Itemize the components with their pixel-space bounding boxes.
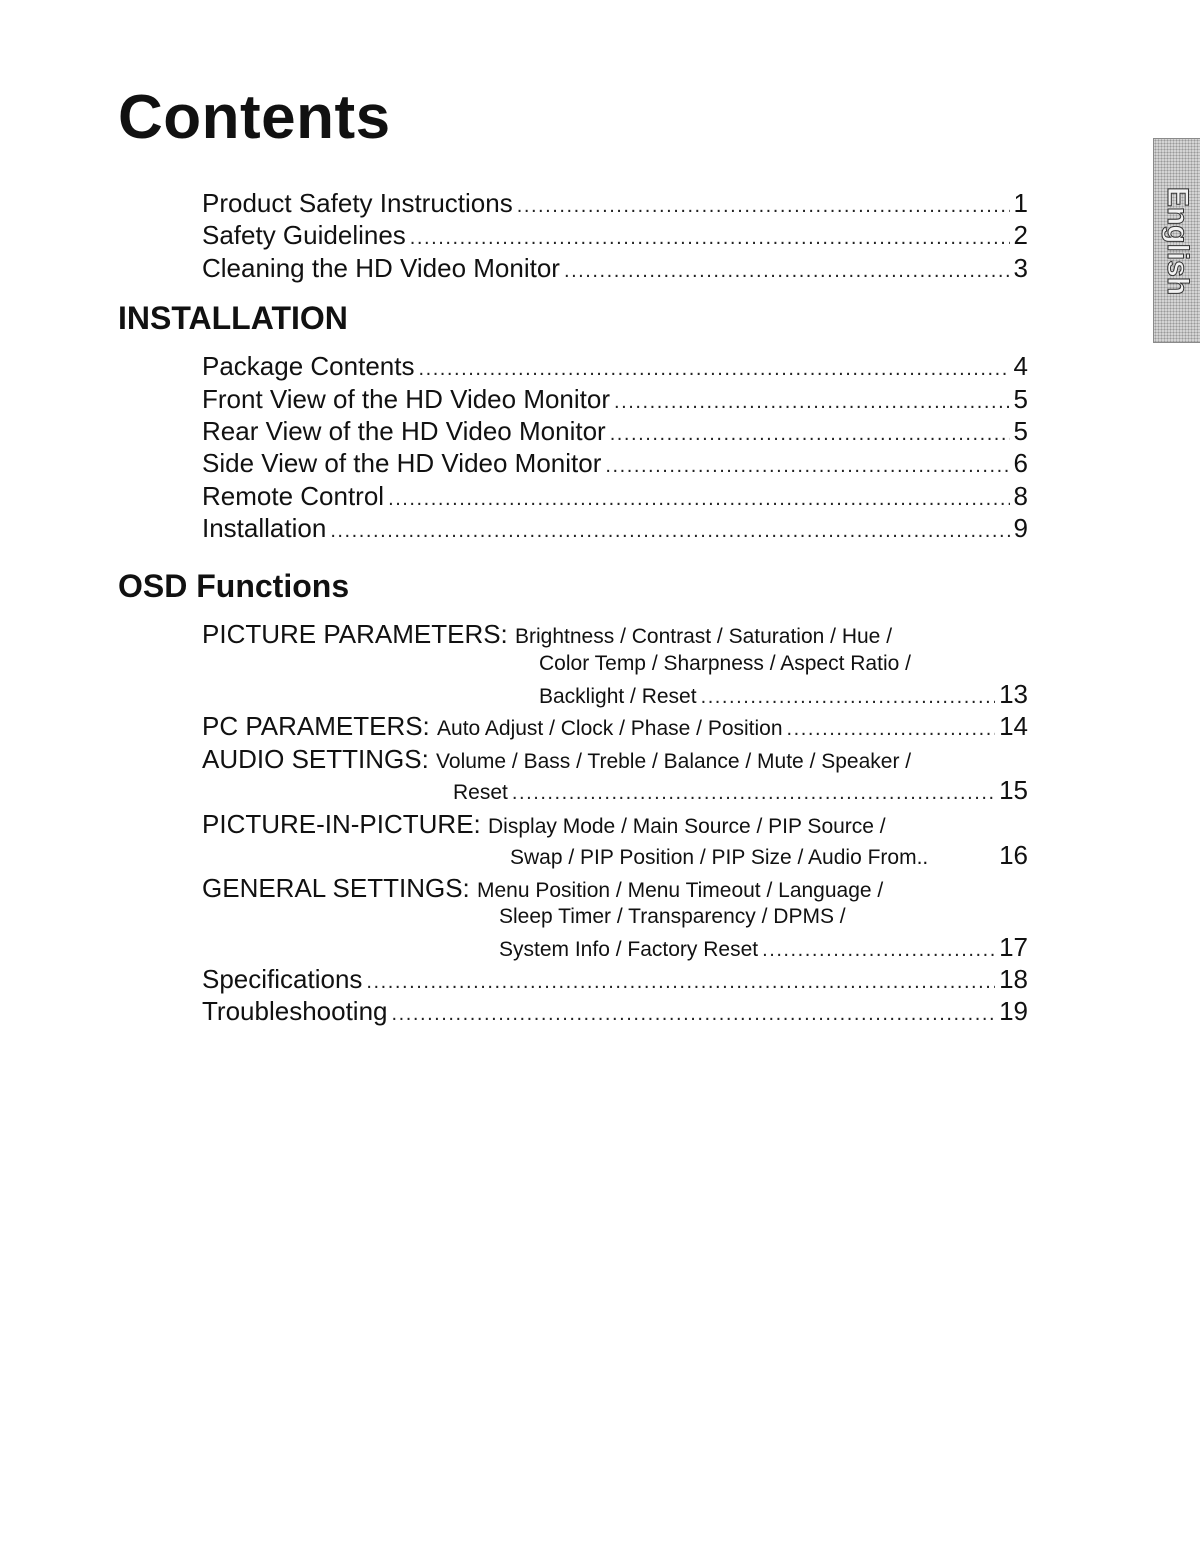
toc-entry-page: 4 — [1013, 351, 1028, 381]
osd-entry-picture[interactable] — [202, 619, 892, 652]
toc-entry-label: Package Contents — [202, 351, 415, 381]
toc-leader — [410, 223, 1010, 253]
toc-leader — [330, 516, 1009, 546]
toc-entry-page: 17 — [999, 932, 1028, 962]
toc-entry[interactable] — [202, 448, 1028, 481]
osd-entry-pip-last[interactable] — [510, 840, 1028, 873]
osd-entry-items: Sleep Timer / Transparency / DPMS / — [499, 905, 846, 928]
toc-entry-page: 3 — [1013, 253, 1028, 283]
toc-entry-label: Product Safety Instructions — [202, 188, 513, 218]
toc-leader — [517, 191, 1010, 221]
language-tab-label: English — [1161, 186, 1194, 295]
toc-entry-label: Front View of the HD Video Monitor — [202, 384, 611, 414]
toc-entry[interactable] — [202, 481, 1028, 514]
toc-entry[interactable] — [202, 220, 1028, 253]
toc-entry-label: Specifications — [202, 964, 363, 994]
toc-leader — [614, 387, 1010, 417]
toc-entry-page: 9 — [1013, 513, 1028, 543]
toc-entry-label: Remote Control — [202, 481, 385, 511]
toc-leader — [787, 714, 996, 744]
osd-entry-items: Reset — [453, 781, 508, 804]
toc-leader — [392, 999, 996, 1029]
toc-entry[interactable] — [202, 351, 1028, 384]
toc-entry[interactable] — [202, 416, 1028, 449]
osd-entry-items: Display Mode / Main Source / PIP Source / — [488, 815, 886, 838]
toc-entry-page: 1 — [1013, 188, 1028, 218]
toc-entry-page: 14 — [999, 711, 1028, 741]
toc-leader — [366, 967, 995, 997]
toc-leader — [610, 419, 1010, 449]
toc-entry-label: Installation — [202, 513, 327, 543]
page-title: Contents — [118, 83, 391, 152]
toc-entry-page: 15 — [999, 775, 1028, 805]
toc-entry-label: Troubleshooting — [202, 996, 388, 1026]
osd-entry-pc[interactable] — [202, 711, 1028, 744]
toc-leader — [512, 778, 995, 808]
toc-entry-page: 16 — [999, 840, 1028, 870]
toc-entry-page: 8 — [1013, 481, 1028, 511]
osd-entry-items: Swap / PIP Position / PIP Size / Audio From.. — [510, 846, 929, 869]
toc-leader — [388, 484, 1009, 514]
toc-entry-page: 6 — [1013, 448, 1028, 478]
toc-entry[interactable] — [202, 964, 1028, 997]
toc-entry-page: 13 — [999, 679, 1028, 709]
osd-entry-items: System Info / Factory Reset — [499, 938, 759, 961]
osd-entry-items: Menu Position / Menu Timeout / Language / — [477, 879, 884, 902]
toc-leader — [762, 935, 995, 965]
osd-entry-name: GENERAL SETTINGS: — [202, 873, 470, 903]
toc-entry-page: 5 — [1013, 416, 1028, 446]
osd-entry-name: PC PARAMETERS: — [202, 711, 430, 741]
section-heading-osd: OSD Functions — [118, 568, 350, 604]
osd-entry-items: Auto Adjust / Clock / Phase / Position — [437, 717, 783, 740]
toc-leader — [701, 682, 996, 712]
toc-entry[interactable] — [202, 253, 1028, 286]
toc-leader — [564, 256, 1010, 286]
toc-entry-page: 18 — [999, 964, 1028, 994]
toc-entry-label: Rear View of the HD Video Monitor — [202, 416, 606, 446]
language-tab — [1153, 138, 1200, 343]
osd-entry-pip[interactable] — [202, 809, 886, 842]
toc-entry-label: Side View of the HD Video Monitor — [202, 448, 602, 478]
toc-entry[interactable] — [202, 513, 1028, 546]
toc-leader — [605, 451, 1009, 481]
toc-entry-page: 2 — [1013, 220, 1028, 250]
osd-entry-general[interactable] — [202, 873, 883, 906]
osd-entry-items: Backlight / Reset — [539, 685, 697, 708]
osd-entry-audio-last[interactable] — [453, 775, 1028, 808]
toc-entry-label: Safety Guidelines — [202, 220, 406, 250]
toc-leader — [418, 354, 1009, 384]
osd-entry-name: AUDIO SETTINGS: — [202, 744, 429, 774]
toc-entry-label: Cleaning the HD Video Monitor — [202, 253, 560, 283]
toc-entry[interactable] — [202, 996, 1028, 1029]
osd-entry-general-last[interactable] — [499, 932, 1028, 965]
toc-entry[interactable] — [202, 384, 1028, 417]
osd-entry-audio[interactable] — [202, 744, 911, 777]
osd-entry-items: Volume / Bass / Treble / Balance / Mute / Speaker / — [436, 750, 912, 773]
section-heading-installation: INSTALLATION — [118, 300, 348, 336]
toc-entry[interactable] — [202, 188, 1028, 221]
osd-entry-items: Color Temp / Sharpness / Aspect Ratio / — [539, 652, 911, 675]
toc-entry-page: 19 — [999, 996, 1028, 1026]
osd-entry-items: Brightness / Contrast / Saturation / Hue / — [515, 625, 893, 648]
osd-entry-name: PICTURE-IN-PICTURE: — [202, 809, 481, 839]
toc-entry-page: 5 — [1013, 384, 1028, 414]
osd-entry-name: PICTURE PARAMETERS: — [202, 619, 508, 649]
osd-entry-picture-last[interactable] — [539, 679, 1028, 712]
